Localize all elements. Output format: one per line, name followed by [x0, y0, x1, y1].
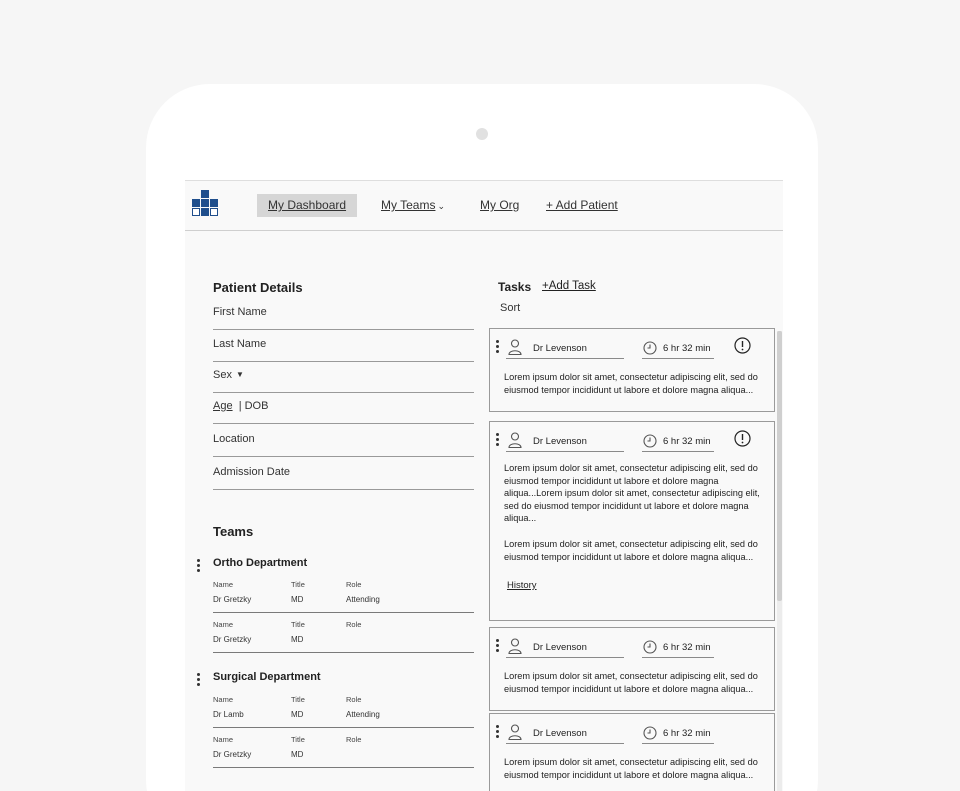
clock-icon	[643, 341, 657, 355]
app-screen	[185, 180, 783, 791]
dept-name-surgical: Surgical Department	[213, 671, 321, 683]
nav-my-dashboard[interactable]: My Dashboard	[257, 194, 357, 217]
doctor-underline	[506, 358, 624, 359]
time-underline	[642, 743, 714, 744]
history-link[interactable]: History	[507, 580, 537, 591]
name-col-label: Name	[213, 580, 234, 589]
member-role: Attending	[346, 710, 380, 719]
add-task-link[interactable]: +Add Task	[542, 280, 596, 292]
title-col-label: Title	[291, 695, 305, 704]
team-member-row	[213, 695, 474, 728]
task-time: 6 hr 32 min	[663, 642, 711, 653]
first-name-field[interactable]: First Name	[213, 300, 474, 330]
member-name: Dr Lamb	[213, 710, 244, 719]
task-doctor: Dr Levenson	[533, 343, 587, 354]
task-doctor: Dr Levenson	[533, 642, 587, 653]
task-time: 6 hr 32 min	[663, 343, 711, 354]
task-menu-icon[interactable]	[496, 639, 499, 654]
task-menu-icon[interactable]	[496, 433, 499, 448]
doctor-underline	[506, 451, 624, 452]
user-icon	[508, 339, 522, 355]
user-icon	[508, 724, 522, 740]
dob-label: | DOB	[238, 400, 269, 412]
age-dob-field[interactable]	[213, 394, 474, 424]
task-doctor: Dr Levenson	[533, 728, 587, 739]
role-col-label: Role	[346, 620, 362, 629]
name-col-label: Name	[213, 620, 234, 629]
teams-title: Teams	[213, 524, 254, 539]
sex-select[interactable]	[213, 363, 474, 393]
team-member-row	[213, 620, 474, 653]
location-field[interactable]: Location	[213, 427, 474, 457]
title-col-label: Title	[291, 735, 305, 744]
task-card[interactable]	[489, 713, 775, 791]
member-title: MD	[291, 595, 304, 604]
time-underline	[642, 657, 714, 658]
ortho-menu-icon[interactable]	[197, 559, 200, 574]
role-col-label: Role	[346, 735, 362, 744]
chevron-down-icon: ⌄	[437, 201, 446, 211]
member-name: Dr Gretzky	[213, 750, 252, 759]
task-time: 6 hr 32 min	[663, 436, 711, 447]
dept-name-ortho: Ortho Department	[213, 557, 308, 569]
last-name-field[interactable]: Last Name	[213, 332, 474, 362]
patient-details-title: Patient Details	[213, 280, 303, 295]
clock-icon	[643, 434, 657, 448]
task-body: Lorem ipsum dolor sit amet, consectetur adipiscing elit, sed do eiusmod tempor incididunt ut labore et dolore magna aliqua...	[504, 372, 758, 395]
logo-icon[interactable]	[192, 190, 218, 216]
task-doctor: Dr Levenson	[533, 436, 587, 447]
title-col-label: Title	[291, 620, 305, 629]
time-underline	[642, 358, 714, 359]
team-member-row	[213, 735, 474, 768]
doctor-underline	[506, 657, 624, 658]
user-icon	[508, 638, 522, 654]
task-body-secondary: Lorem ipsum dolor sit amet, consectetur adipiscing elit, sed do eiusmod tempor incididunt ut labore et dolore magna aliqua...	[504, 539, 758, 562]
sex-label: Sex	[213, 369, 232, 381]
nav-add-patient[interactable]: + Add Patient	[546, 198, 618, 212]
role-col-label: Role	[346, 580, 362, 589]
nav-my-teams-label: My Teams	[381, 198, 436, 212]
clock-icon	[643, 640, 657, 654]
member-name: Dr Gretzky	[213, 595, 252, 604]
member-title: MD	[291, 635, 304, 644]
top-nav	[185, 181, 783, 231]
nav-my-teams[interactable]	[381, 194, 445, 217]
name-col-label: Name	[213, 695, 234, 704]
alert-icon[interactable]	[734, 337, 751, 354]
camera-dot	[476, 128, 488, 140]
task-body: Lorem ipsum dolor sit amet, consectetur adipiscing elit, sed do eiusmod tempor incididunt ut labore et dolore magna aliqua...	[504, 671, 758, 694]
task-card[interactable]	[489, 328, 775, 412]
title-col-label: Title	[291, 580, 305, 589]
admission-date-field[interactable]: Admission Date	[213, 460, 474, 490]
task-body: Lorem ipsum dolor sit amet, consectetur adipiscing elit, sed do eiusmod tempor incididunt ut labore et dolore magna aliqua...	[504, 757, 758, 780]
user-icon	[508, 432, 522, 448]
task-time: 6 hr 32 min	[663, 728, 711, 739]
member-role: Attending	[346, 595, 380, 604]
task-card[interactable]	[489, 627, 775, 711]
member-title: MD	[291, 750, 304, 759]
scrollbar-thumb[interactable]	[777, 331, 782, 601]
sort-button[interactable]: Sort	[500, 302, 521, 314]
task-menu-icon[interactable]	[496, 340, 499, 355]
doctor-underline	[506, 743, 624, 744]
surgical-menu-icon[interactable]	[197, 673, 200, 688]
tasks-title: Tasks	[498, 280, 532, 294]
age-label[interactable]: Age	[213, 400, 233, 412]
time-underline	[642, 451, 714, 452]
name-col-label: Name	[213, 735, 234, 744]
nav-my-org[interactable]: My Org	[480, 198, 520, 212]
role-col-label: Role	[346, 695, 362, 704]
caret-down-icon: ▼	[235, 370, 244, 379]
clock-icon	[643, 726, 657, 740]
member-title: MD	[291, 710, 304, 719]
alert-icon[interactable]	[734, 430, 751, 447]
task-body: Lorem ipsum dolor sit amet, consectetur adipiscing elit, sed do eiusmod tempor incididunt ut labore et dolore magna aliqua...Lorem ipsum dolor sit amet, consectetur adipiscing elit, sed do eiusmod tempor incididunt ut labore et dolore magna aliqua...	[504, 463, 760, 524]
task-menu-icon[interactable]	[496, 725, 499, 740]
team-member-row	[213, 580, 474, 613]
task-card[interactable]	[489, 421, 775, 621]
member-name: Dr Gretzky	[213, 635, 252, 644]
